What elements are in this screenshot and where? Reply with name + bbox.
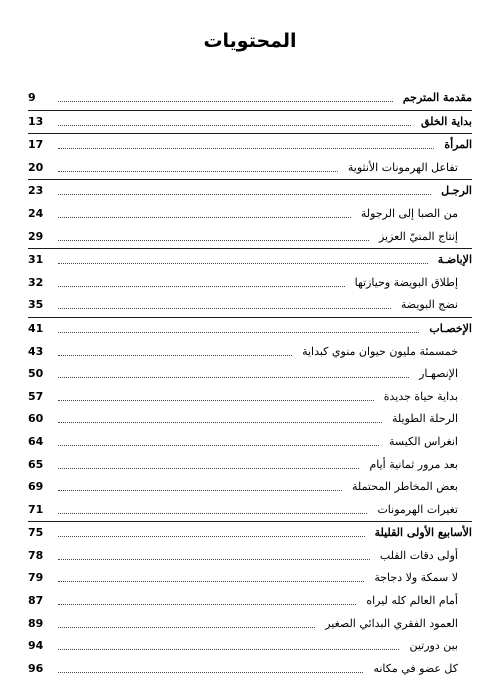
- dot-leader: [58, 117, 411, 126]
- toc-page-number: 29: [28, 229, 44, 243]
- toc-entry-title: نضج البويضة: [397, 294, 458, 317]
- toc-page-number: 20: [28, 160, 44, 174]
- toc-entry-title: لا سمكة ولا دجاجة: [370, 567, 458, 590]
- toc-entry: [28, 87, 472, 110]
- toc-page-number: 23: [28, 184, 44, 198]
- toc-page-number: 94: [28, 639, 44, 653]
- toc-entry: [28, 203, 472, 226]
- toc-page-number: 9: [28, 91, 36, 104]
- dot-leader: [58, 186, 431, 195]
- toc-entry-title: الإنصهـار: [415, 363, 458, 386]
- dot-leader: [58, 596, 356, 605]
- dot-leader: [58, 619, 315, 628]
- toc-entry-title: كل عضو في مكانه: [369, 658, 458, 681]
- toc-entry: [28, 590, 472, 613]
- toc-entry: [28, 567, 472, 590]
- toc-page-number: 64: [28, 434, 44, 448]
- toc-entry: [28, 521, 472, 545]
- dot-leader: [58, 482, 342, 491]
- dot-leader: [58, 460, 359, 469]
- dot-leader: [58, 551, 370, 560]
- dot-leader: [58, 505, 367, 514]
- dot-leader: [58, 232, 369, 241]
- toc-entry: [28, 408, 472, 431]
- toc-entry-title: تفاعل الهرمونات الأنثوية: [344, 157, 458, 180]
- toc-page-number: 65: [28, 457, 44, 471]
- toc-page-number: 60: [28, 412, 44, 426]
- dot-leader: [58, 392, 374, 401]
- toc-page-number: 79: [28, 571, 44, 585]
- toc-page-number: 17: [28, 138, 44, 152]
- dot-leader: [58, 140, 434, 149]
- toc-entry-title: العمود الفقري البدائي الصغير: [321, 613, 458, 636]
- dot-leader: [58, 278, 345, 287]
- toc-entry: [28, 454, 472, 477]
- dot-leader: [58, 369, 409, 378]
- dot-leader: [58, 528, 365, 537]
- toc-entry: [28, 317, 472, 341]
- toc-entry: [28, 226, 472, 249]
- toc-entry: [28, 110, 472, 134]
- dot-leader: [58, 209, 351, 218]
- toc-page-number: 43: [28, 344, 44, 358]
- toc-entry: [28, 431, 472, 454]
- toc-entry-title: أمام العالم كله ليراه: [362, 590, 458, 613]
- toc-entry-title: من الصبا إلى الرجولة: [357, 203, 458, 226]
- toc-entry-title: إنتاج المنيّ العزيز: [375, 226, 458, 249]
- dot-leader: [58, 324, 419, 333]
- toc-entry: [28, 341, 472, 364]
- dot-leader: [58, 414, 382, 423]
- toc-page-number: 75: [28, 526, 44, 540]
- dot-leader: [58, 573, 364, 582]
- dot-leader: [58, 255, 428, 264]
- dot-leader: [58, 300, 391, 309]
- toc-page-number: 41: [28, 321, 44, 335]
- toc-entry: [28, 476, 472, 499]
- toc-page-number: 32: [28, 275, 44, 289]
- toc-page-number: 89: [28, 616, 44, 630]
- toc-page-number: 57: [28, 389, 44, 403]
- toc-entry: [28, 272, 472, 295]
- toc-entry-title: بعض المخاطر المحتملة: [348, 476, 458, 499]
- toc-entry: [28, 294, 472, 317]
- toc-entry: [28, 613, 472, 636]
- toc-entry-title: بداية الخلق: [417, 111, 472, 134]
- toc-entry-title: الإخصـاب: [425, 318, 472, 341]
- dot-leader: [58, 93, 393, 102]
- dot-leader: [58, 641, 399, 650]
- toc-entry: [28, 157, 472, 180]
- toc-entry-title: الإباضـة: [434, 249, 472, 272]
- toc-entry: [28, 179, 472, 203]
- toc-page-number: 35: [28, 298, 44, 312]
- toc-entry-title: بين دورتين: [405, 635, 458, 658]
- toc-entry-title: إطلاق البويضة وحيازتها: [351, 272, 458, 295]
- toc-entry: [28, 499, 472, 522]
- toc-entry-title: الأسابيع الأولى القليلة: [371, 522, 472, 545]
- toc-entry: [28, 658, 472, 681]
- page-title: المحتويات: [203, 30, 297, 52]
- toc-page-number: 24: [28, 206, 44, 220]
- dot-leader: [58, 347, 292, 356]
- toc-entry: [28, 133, 472, 157]
- table-of-contents: [28, 87, 472, 680]
- toc-entry-title: أولى دقات القلب: [376, 545, 458, 568]
- toc-entry-title: الرجـل: [437, 180, 472, 203]
- toc-entry-title: مقدمة المترجم: [399, 87, 472, 110]
- toc-entry-title: تغيرات الهرمونات: [373, 499, 458, 522]
- toc-entry-title: بعد مرور ثمانية أيام: [365, 454, 458, 477]
- toc-entry-title: المرأة: [440, 134, 472, 157]
- toc-entry: [28, 363, 472, 386]
- toc-entry-title: خمسمئة مليون حيوان منوي كبداية: [298, 341, 458, 364]
- toc-entry-title: انغراس الكيسة: [385, 431, 458, 454]
- dot-leader: [58, 664, 363, 673]
- toc-page-number: 87: [28, 594, 44, 608]
- dot-leader: [58, 163, 338, 172]
- toc-entry: [28, 248, 472, 272]
- toc-page-number: 31: [28, 253, 44, 267]
- toc-page-number: 71: [28, 502, 44, 516]
- dot-leader: [58, 437, 379, 446]
- toc-page-number: 50: [28, 367, 44, 381]
- toc-page-number: 96: [28, 661, 44, 675]
- toc-entry: [28, 545, 472, 568]
- toc-entry-title: بداية حياة جديدة: [380, 386, 458, 409]
- toc-page-number: 78: [28, 548, 44, 562]
- toc-entry: [28, 635, 472, 658]
- toc-page-number: 13: [28, 114, 44, 128]
- toc-entry-title: الرحلة الطويلة: [388, 408, 458, 431]
- toc-page-number: 69: [28, 480, 44, 494]
- toc-entry: [28, 386, 472, 409]
